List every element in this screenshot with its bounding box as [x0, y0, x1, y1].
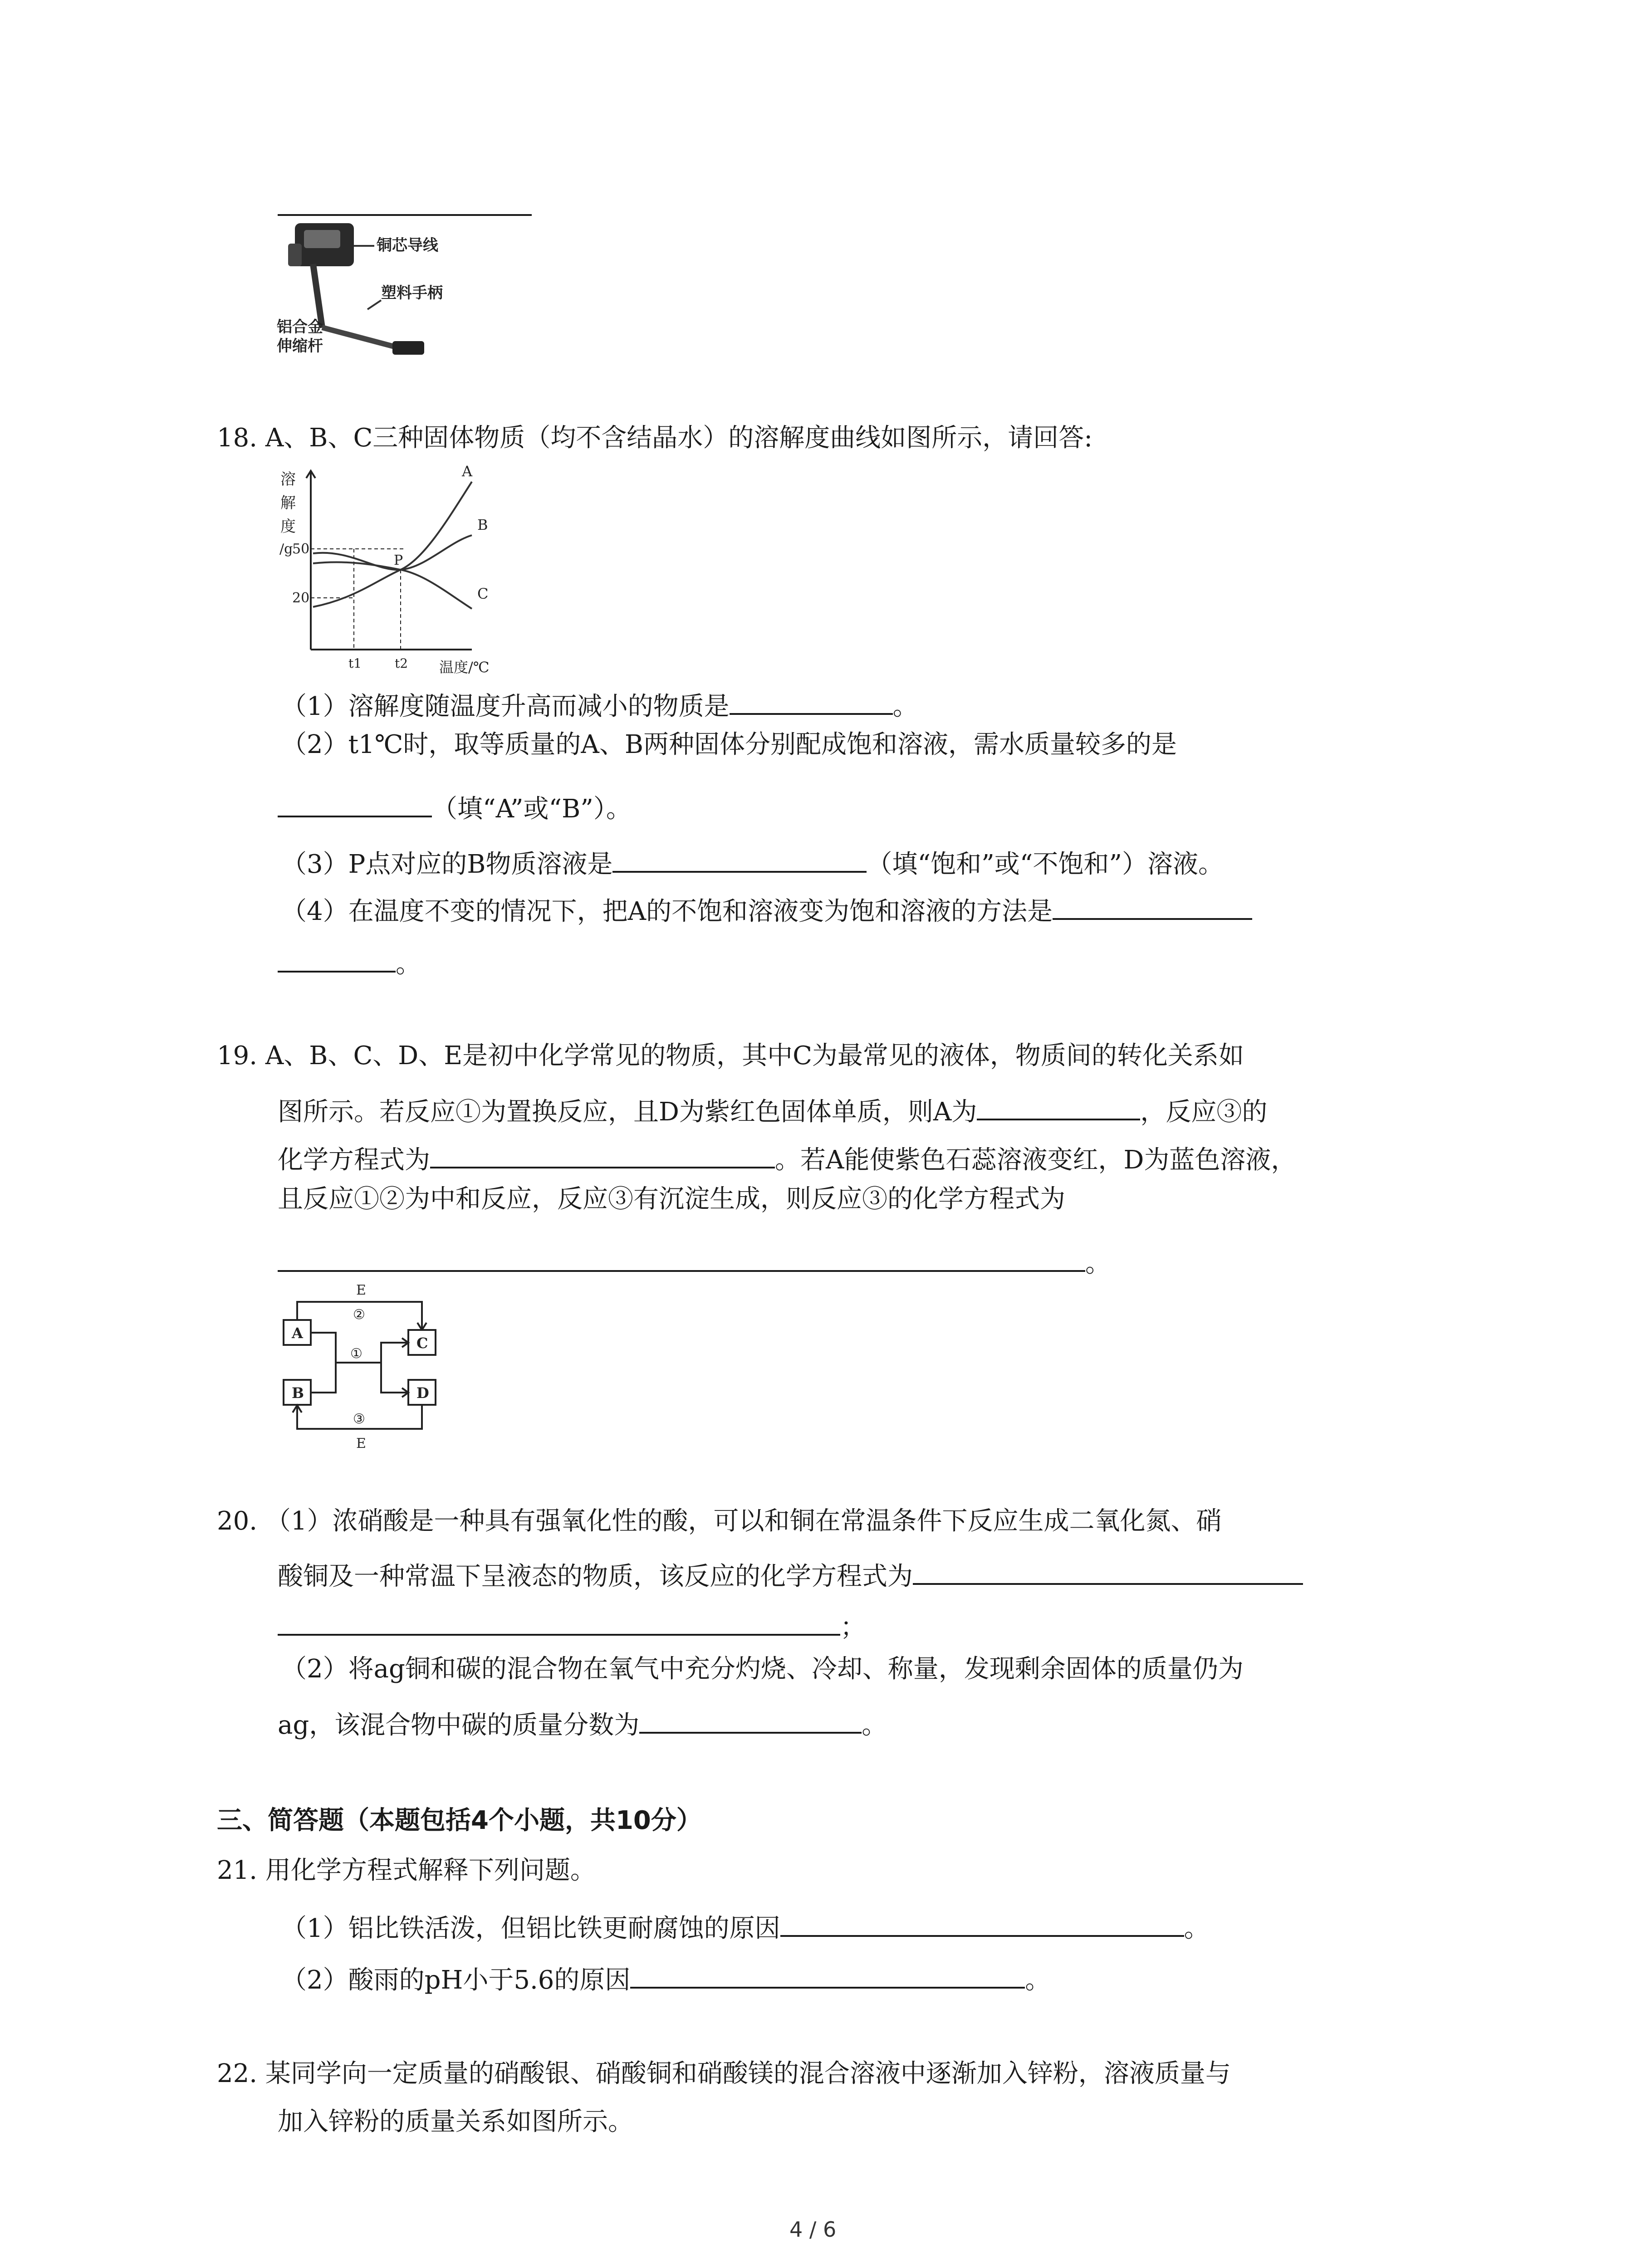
- q18-part1-text: （1）溶解度随温度升高而减小的物质是: [281, 692, 730, 721]
- point-label-p: P: [394, 552, 403, 568]
- q18-part2-cont: [278, 788, 632, 822]
- svg-text:C: C: [416, 1334, 428, 1352]
- q20-line2-text: 酸铜及一种常温下呈液态的物质，该反应的化学方程式为: [278, 1562, 913, 1591]
- q18-part1: [281, 686, 918, 719]
- y-axis-label: 度: [280, 518, 296, 536]
- y-tick-label: 20: [292, 590, 310, 606]
- conversion-diagram: [277, 1279, 458, 1456]
- q18-part3-end: （填“饱和”或“不饱和”）溶液。: [867, 850, 1224, 879]
- q20-line2: [278, 1556, 1303, 1589]
- answer-blank[interactable]: [780, 1908, 1184, 1937]
- q21-stem: 21. 用化学方程式解释下列问题。: [217, 1856, 596, 1885]
- x-tick-label: t1: [348, 656, 362, 671]
- svg-text:B: B: [292, 1384, 304, 1402]
- q18-part2: （2）t1℃时，取等质量的A、B两种固体分别配成饱和溶液，需水质量较多的是: [281, 730, 1177, 759]
- answer-blank[interactable]: [278, 214, 532, 216]
- figure-label: 塑料手柄: [381, 284, 443, 302]
- edge-label-e-top: E: [356, 1282, 366, 1298]
- answer-blank[interactable]: [913, 1556, 1303, 1585]
- svg-text:A: A: [292, 1325, 303, 1342]
- svg-text:D: D: [416, 1384, 429, 1402]
- x-axis-label: 温度/℃: [439, 659, 490, 676]
- q20-line5-end: 。: [862, 1711, 887, 1740]
- edge-label-e-bottom: E: [356, 1436, 366, 1452]
- answer-blank[interactable]: [730, 686, 893, 715]
- q18-stem: 18. A、B、C三种固体物质（均不含结晶水）的溶解度曲线如图所示，请回答:: [217, 423, 1093, 453]
- figure-label: 铝合金: [277, 318, 323, 336]
- q19-line3: [278, 1139, 1296, 1173]
- q18-part3-text: （3）P点对应的B物质溶液是: [281, 850, 613, 879]
- answer-blank[interactable]: [278, 1607, 840, 1636]
- x-tick-label: t2: [395, 656, 408, 671]
- answer-blank[interactable]: [278, 1243, 1085, 1272]
- curve-label-c: C: [477, 585, 489, 602]
- answer-blank[interactable]: [977, 1091, 1140, 1120]
- page-number: 4 / 6: [789, 2217, 837, 2242]
- curve-label-b: B: [477, 516, 488, 533]
- answer-blank[interactable]: [1053, 891, 1252, 920]
- q19-line1: 19. A、B、C、D、E是初中化学常见的物质，其中C为最常见的液体，物质间的转化关系如: [217, 1041, 1244, 1070]
- q19-line3b: 。若A能使紫色石蕊溶液变红，D为蓝色溶液，: [775, 1145, 1297, 1175]
- answer-blank[interactable]: [278, 788, 432, 817]
- q21-part1: [281, 1908, 1210, 1941]
- q20-line3-end: ；: [840, 1613, 866, 1642]
- q20-line3: [278, 1607, 866, 1640]
- answer-blank[interactable]: [639, 1705, 862, 1734]
- q21-part1-end: 。: [1184, 1914, 1210, 1943]
- q19-line5-end: 。: [1085, 1249, 1111, 1278]
- q19-line2: [278, 1091, 1267, 1125]
- curve-a: [313, 482, 472, 607]
- edge-label-2: ②: [353, 1307, 365, 1323]
- q21-part2-end: 。: [1025, 1965, 1051, 1995]
- electric-tool-figure: [277, 219, 467, 364]
- curve-b: [313, 535, 472, 570]
- figure-label: 伸缩杆: [277, 337, 323, 355]
- edge-label-1: ①: [350, 1346, 362, 1362]
- y-tick-label: 50: [292, 541, 310, 557]
- y-axis-label: 解: [280, 494, 296, 512]
- answer-blank[interactable]: [630, 1960, 1025, 1989]
- q20-line1: 20. （1）浓硝酸是一种具有强氧化性的酸，可以和铜在常温条件下反应生成二氧化氮、硝: [217, 1506, 1222, 1536]
- section-title: 三、简答题（本题包括4个小题，共10分）: [217, 1806, 702, 1835]
- q19-line2a: 图所示。若反应①为置换反应，且D为紫红色固体单质，则A为: [278, 1097, 977, 1127]
- q20-line4: （2）将ag铜和碳的混合物在氧气中充分灼烧、冷却、称量，发现剩余固体的质量仍为: [281, 1654, 1244, 1684]
- q21-part2-text: （2）酸雨的pH小于5.6的原因: [281, 1965, 631, 1995]
- q18-part4: [281, 891, 1252, 924]
- q18-part1-end: 。: [892, 692, 918, 721]
- q19-line3a: 化学方程式为: [278, 1145, 430, 1175]
- q18-part4-text: （4）在温度不变的情况下，把A的不饱和溶液变为饱和溶液的方法是: [281, 897, 1053, 926]
- q18-part2-end: （填“A”或“B”）。: [432, 794, 632, 824]
- answer-blank[interactable]: [278, 943, 396, 973]
- edge-label-3: ③: [353, 1411, 365, 1427]
- solubility-curve-chart: [272, 463, 526, 676]
- answer-blank[interactable]: [612, 844, 867, 873]
- figure-label: 铜芯导线: [377, 236, 438, 254]
- q19-line5: [278, 1243, 1111, 1276]
- q20-line5: [278, 1705, 887, 1738]
- q19-line2b: ，反应③的: [1140, 1097, 1268, 1127]
- q22-line2: 加入锌粉的质量关系如图所示。: [278, 2107, 633, 2136]
- y-axis-label: 溶: [280, 470, 296, 489]
- y-axis-label: /g: [279, 541, 293, 557]
- q18-part3: [281, 844, 1224, 877]
- q21-part2: [281, 1960, 1050, 1993]
- q18-part4-cont: [278, 943, 421, 977]
- q21-part1-text: （1）铝比铁活泼，但铝比铁更耐腐蚀的原因: [281, 1914, 780, 1943]
- q20-line5-text: ag，该混合物中碳的质量分数为: [278, 1711, 640, 1740]
- answer-blank[interactable]: [430, 1139, 775, 1168]
- q22-line1: 22. 某同学向一定质量的硝酸银、硝酸铜和硝酸镁的混合溶液中逐渐加入锌粉，溶液质量与: [217, 2059, 1231, 2088]
- q18-part4-end: 。: [396, 949, 421, 979]
- q19-line4: 且反应①②为中和反应，反应③有沉淀生成，则反应③的化学方程式为: [278, 1184, 1065, 1214]
- curve-label-a: A: [462, 463, 473, 480]
